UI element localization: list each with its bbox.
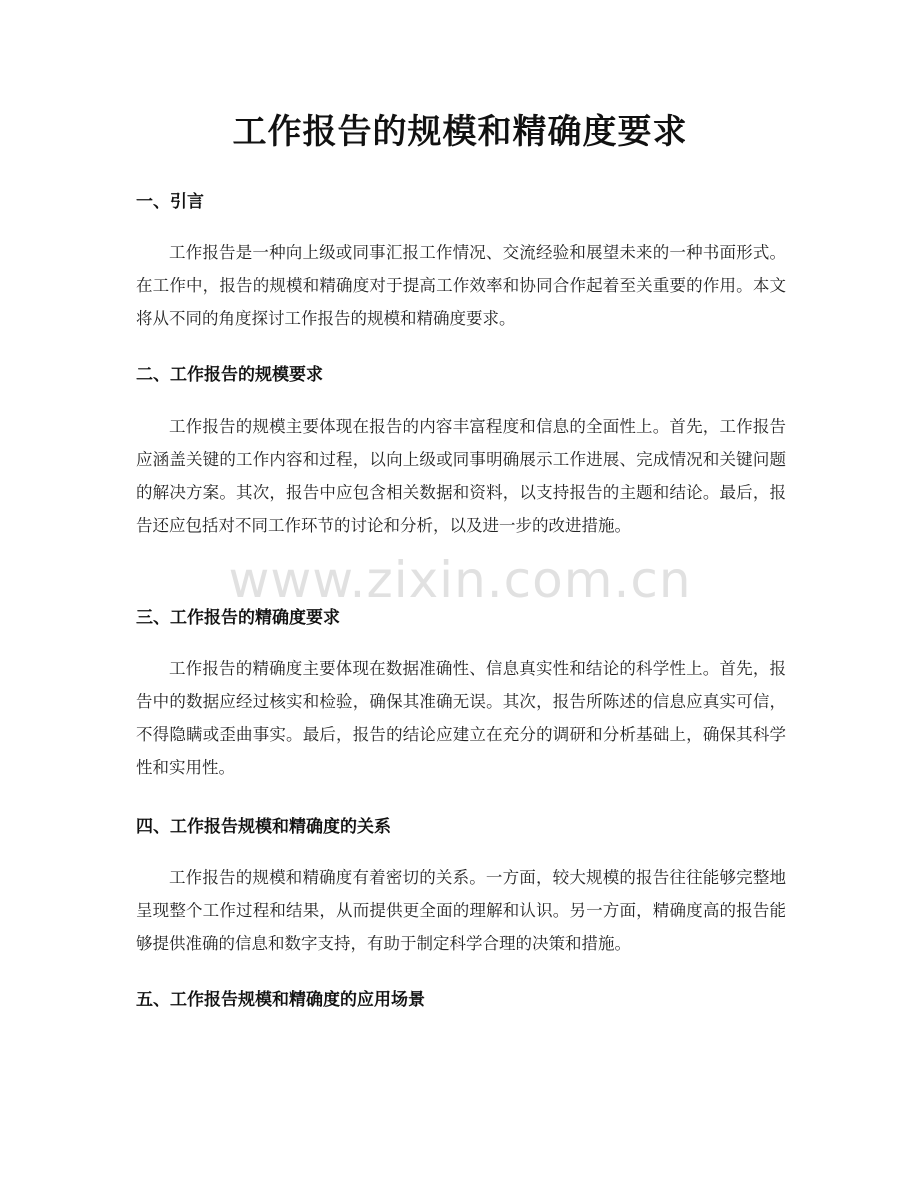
section-heading-scenarios: 五、工作报告规模和精确度的应用场景 [136, 990, 425, 1010]
section-paragraph-scale: 工作报告的规模主要体现在报告的内容丰富程度和信息的全面性上。首先，工作报告应涵盖关键的工作内容和过程，以向上级或同事明确展示工作进展、完成情况和关键问题的解决方案。其次，报告中应包含相关数据和资料，以支持报告的主题和结论。最后，报告还应包括对不同工作环节的讨论和分析，以及进一步的改进措施。 [136, 417, 786, 535]
watermark-text: www.zixin.com.cn [228, 551, 692, 609]
section-heading-precision: 三、工作报告的精确度要求 [136, 608, 340, 628]
section-paragraph-relationship: 工作报告的规模和精确度有着密切的关系。一方面，较大规模的报告往往能够完整地呈现整个工作过程和结果，从而提供更全面的理解和认识。另一方面，精确度高的报告能够提供准确的信息和数字支持，有助于制定科学合理的决策和措施。 [136, 868, 786, 953]
section-heading-scale: 二、工作报告的规模要求 [136, 365, 323, 385]
section-heading-relationship: 四、工作报告规模和精确度的关系 [136, 817, 391, 837]
section-paragraph-intro: 工作报告是一种向上级或同事汇报工作情况、交流经验和展望未来的一种书面形式。在工作中，报告的规模和精确度对于提高工作效率和协同合作起着至关重要的作用。本文将从不同的角度探讨工作报告的规模和精确度要求。 [136, 243, 786, 328]
section-paragraph-precision: 工作报告的精确度主要体现在数据准确性、信息真实性和结论的科学性上。首先，报告中的数据应经过核实和检验，确保其准确无误。其次，报告所陈述的信息应真实可信，不得隐瞒或歪曲事实。最后，报告的结论应建立在充分的调研和分析基础上，确保其科学性和实用性。 [136, 659, 786, 777]
section-heading-intro: 一、引言 [136, 192, 204, 212]
document-title: 工作报告的规模和精确度要求 [232, 112, 688, 152]
